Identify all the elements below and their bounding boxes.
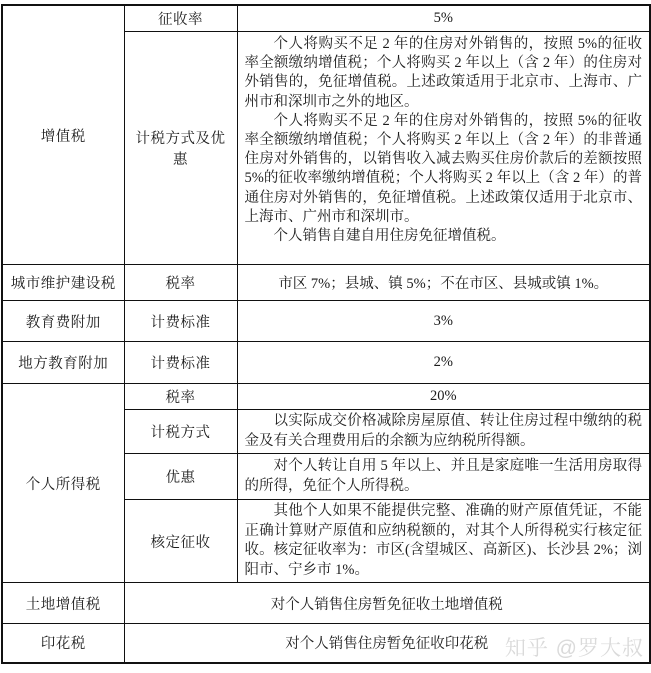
pit-assessed-text: 其他个人如果不能提供完整、准确的财产原值凭证，不能正确计算财产原值和应纳税额的，对其个人所得税实行核定征收。核定征收率为：市区(含望城区、高新区)、长沙县 2%；浏阳市、宁乡市 1%。 xyxy=(244,503,642,578)
cell-item-vat-collection-rate: 征收率 xyxy=(124,5,237,32)
housing-tax-table xyxy=(1,4,651,664)
vat-policy-paragraph-1: 个人将购买不足 2 年的住房对外销售的，按照 5%的征收率全额缴纳增值税；个人将购买 2 年以上（含 2 年）的住房对外销售的，免征增值税。上述政策适用于北京市、上海市、广州市和深圳市之外的地区。 xyxy=(244,36,642,110)
cell-value-education-standard: 3% xyxy=(237,301,650,342)
table-row xyxy=(2,342,650,384)
cell-tax-local-education-surcharge: 地方教育附加 xyxy=(2,342,124,384)
cell-value-stamp-duty-policy: 对个人销售住房暂免征收印花税 xyxy=(124,624,650,663)
pit-discount-text: 对个人转让自用 5 年以上、并且是家庭唯一生活用房取得的所得，免征个人所得税。 xyxy=(244,458,642,494)
table-row xyxy=(2,583,650,624)
cell-value-urban-rate: 市区 7%；县城、镇 5%；不在市区、县城或镇 1%。 xyxy=(237,265,650,301)
cell-value-pit-assessed xyxy=(237,500,650,583)
cell-value-vat-method xyxy=(237,32,650,265)
cell-item-education-standard: 计费标准 xyxy=(124,301,237,342)
cell-value-pit-discount xyxy=(237,454,650,500)
cell-item-urban-rate: 税率 xyxy=(124,265,237,301)
cell-tax-vat: 增值税 xyxy=(2,5,124,265)
cell-tax-urban-construction: 城市维护建设税 xyxy=(2,265,124,301)
zhihu-watermark: 知乎 @罗大叔 xyxy=(504,637,644,660)
table-row xyxy=(2,624,650,663)
table-row xyxy=(2,301,650,342)
cell-item-vat-method: 计税方式及优惠 xyxy=(124,32,237,265)
cell-item-local-education-standard: 计费标准 xyxy=(124,342,237,384)
cell-tax-personal-income: 个人所得税 xyxy=(2,384,124,583)
cell-item-pit-rate: 税率 xyxy=(124,384,237,410)
cell-value-pit-rate: 20% xyxy=(237,384,650,410)
cell-tax-stamp-duty: 印花税 xyxy=(2,624,124,663)
cell-item-pit-method: 计税方式 xyxy=(124,410,237,454)
cell-tax-land-appreciation: 土地增值税 xyxy=(2,583,124,624)
cell-value-local-education-standard: 2% xyxy=(237,342,650,384)
table-row xyxy=(2,265,650,301)
vat-policy-paragraph-2: 个人将购买不足 2 年的住房对外销售的，按照 5%的征收率全额缴纳增值税；个人将购买 2 年以上（含 2 年）的非普通住房对外销售的，以销售收入减去购买住房价款后的差额按照 5%的征收率缴纳增值税；个人将购买 2 年以上（含 2 年）的普通住房对外销售的，免征增值税。上述政策仅适用于北京市、上海市、广州市和深圳市。 xyxy=(244,112,642,225)
cell-tax-education-surcharge: 教育费附加 xyxy=(2,301,124,342)
cell-value-pit-method xyxy=(237,410,650,454)
cell-item-pit-discount: 优惠 xyxy=(124,454,237,500)
pit-method-text: 以实际成交价格减除房屋原值、转让住房过程中缴纳的税金及有关合理费用后的余额为应纳税所得额。 xyxy=(244,413,642,449)
table-row xyxy=(2,5,650,32)
cell-value-vat-collection-rate: 5% xyxy=(237,5,650,32)
vat-policy-paragraph-3: 个人销售自建自用住房免征增值税。 xyxy=(273,228,506,245)
cell-item-pit-assessed: 核定征收 xyxy=(124,500,237,583)
table-row xyxy=(2,384,650,410)
cell-value-land-appreciation-policy: 对个人销售住房暂免征收土地增值税 xyxy=(124,583,650,624)
